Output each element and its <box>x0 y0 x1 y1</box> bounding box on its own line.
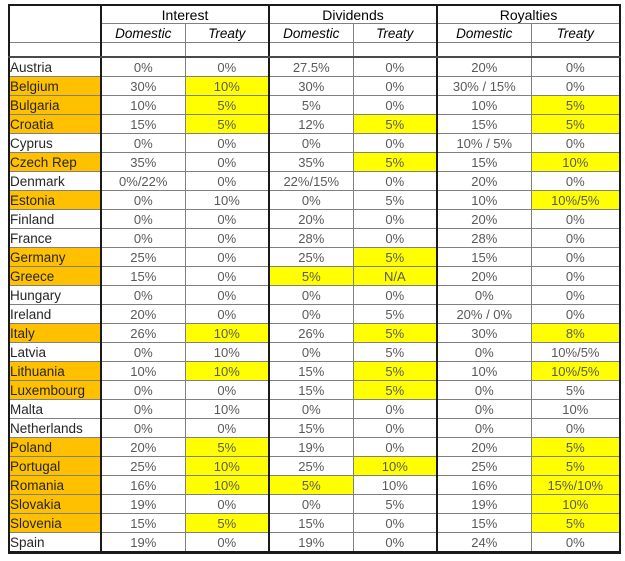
rate-cell: 0% <box>185 153 269 172</box>
table-row <box>9 96 620 115</box>
subheader-royalties-treaty: Treaty <box>531 24 620 43</box>
rate-cell: 0% <box>531 267 620 286</box>
rate-cell: 5% <box>531 96 620 115</box>
rate-cell: 10% <box>353 457 437 476</box>
rate-cell: 24% <box>437 533 531 553</box>
rate-cell: 10% <box>437 191 531 210</box>
rate-cell: 0% <box>531 419 620 438</box>
rate-cell: 35% <box>101 153 185 172</box>
rate-cell: 0% <box>531 286 620 305</box>
rate-cell: 19% <box>269 533 353 553</box>
rate-cell: 5% <box>353 115 437 134</box>
rate-cell: 30% <box>437 324 531 343</box>
rate-cell: 0% <box>269 286 353 305</box>
rate-cell: 0%/22% <box>101 172 185 191</box>
rate-cell: 25% <box>101 457 185 476</box>
rate-cell: 0% <box>185 134 269 153</box>
rate-cell: 10% <box>531 495 620 514</box>
rate-cell: 10% <box>531 153 620 172</box>
rate-cell: 19% <box>269 438 353 457</box>
rate-cell: 0% <box>185 419 269 438</box>
country-cell: Malta <box>9 400 101 419</box>
rate-cell: 8% <box>531 324 620 343</box>
table-stage <box>8 4 621 554</box>
rate-cell: 15% <box>269 362 353 381</box>
rate-cell: 10% <box>185 77 269 96</box>
country-cell: Ireland <box>9 305 101 324</box>
rate-cell: 15% <box>101 514 185 533</box>
rate-cell: 0% <box>185 286 269 305</box>
spacer-cell <box>437 43 531 58</box>
rate-cell: 0% <box>185 172 269 191</box>
rate-cell: 0% <box>353 229 437 248</box>
rate-cell: 10% / 5% <box>437 134 531 153</box>
country-cell: Finland <box>9 210 101 229</box>
table-row <box>9 286 620 305</box>
rate-cell: 0% <box>101 419 185 438</box>
country-cell: Netherlands <box>9 419 101 438</box>
country-cell: Italy <box>9 324 101 343</box>
rate-cell: 0% <box>437 343 531 362</box>
rate-cell: 15% <box>437 514 531 533</box>
rate-cell: 22%/15% <box>269 172 353 191</box>
table-row <box>9 457 620 476</box>
rate-cell: 0% <box>269 305 353 324</box>
rate-cell: 15% <box>269 381 353 400</box>
rate-cell: 5% <box>269 267 353 286</box>
rate-cell: 10% <box>531 400 620 419</box>
rate-cell: 10% <box>185 362 269 381</box>
rate-cell: 0% <box>531 248 620 267</box>
spacer-cell <box>101 43 185 58</box>
table-row <box>9 248 620 267</box>
country-cell: Greece <box>9 267 101 286</box>
group-header-interest: Interest <box>101 5 269 24</box>
rate-cell: 0% <box>353 286 437 305</box>
rate-cell: 20% <box>437 57 531 77</box>
rate-cell: 5% <box>353 381 437 400</box>
rate-cell: 35% <box>269 153 353 172</box>
rate-cell: 5% <box>185 438 269 457</box>
rate-cell: 20% <box>437 438 531 457</box>
spacer-cell <box>185 43 269 58</box>
rate-cell: 10% <box>437 362 531 381</box>
rate-cell: 26% <box>101 324 185 343</box>
table-row <box>9 324 620 343</box>
table-row <box>9 381 620 400</box>
rate-cell: 0% <box>185 305 269 324</box>
rate-cell: 5% <box>531 438 620 457</box>
country-cell: Germany <box>9 248 101 267</box>
rate-cell: 0% <box>101 343 185 362</box>
rate-cell: 10% <box>101 362 185 381</box>
table-row <box>9 77 620 96</box>
rate-cell: 20% <box>269 210 353 229</box>
rate-cell: 5% <box>531 115 620 134</box>
table-row <box>9 57 620 77</box>
rate-cell: 12% <box>269 115 353 134</box>
rate-cell: 0% <box>531 210 620 229</box>
country-cell: Hungary <box>9 286 101 305</box>
country-cell: Luxembourg <box>9 381 101 400</box>
rate-cell: 10% <box>437 96 531 115</box>
rate-cell: 15% <box>269 419 353 438</box>
rate-cell: 15%/10% <box>531 476 620 495</box>
rate-cell: 0% <box>269 343 353 362</box>
spacer-cell <box>9 43 101 58</box>
rate-cell: 0% <box>185 248 269 267</box>
spacer-row <box>9 43 620 58</box>
rate-cell: 20% / 0% <box>437 305 531 324</box>
rate-cell: 27.5% <box>269 57 353 77</box>
rate-cell: 10% <box>101 96 185 115</box>
country-cell: Cyprus <box>9 134 101 153</box>
table-row <box>9 134 620 153</box>
subheader-interest-domestic: Domestic <box>101 24 185 43</box>
rate-cell: 0% <box>437 381 531 400</box>
withholding-tax-table <box>8 4 621 554</box>
rate-cell: 5% <box>353 324 437 343</box>
spacer-cell <box>353 43 437 58</box>
rate-cell: 10% <box>185 457 269 476</box>
country-cell: Poland <box>9 438 101 457</box>
spacer-cell <box>269 43 353 58</box>
rate-cell: 5% <box>185 115 269 134</box>
rate-cell: 20% <box>101 305 185 324</box>
rate-cell: 16% <box>101 476 185 495</box>
rate-cell: 15% <box>437 248 531 267</box>
rate-cell: 10% <box>353 476 437 495</box>
rate-cell: 0% <box>531 305 620 324</box>
rate-cell: 5% <box>353 191 437 210</box>
rate-cell: 0% <box>437 400 531 419</box>
rate-cell: 25% <box>101 248 185 267</box>
country-cell: Austria <box>9 57 101 77</box>
rate-cell: 0% <box>101 400 185 419</box>
rate-cell: 0% <box>531 172 620 191</box>
rate-cell: 20% <box>437 172 531 191</box>
rate-cell: 25% <box>437 457 531 476</box>
table-row <box>9 210 620 229</box>
country-cell: Latvia <box>9 343 101 362</box>
rate-cell: 19% <box>437 495 531 514</box>
rate-cell: 0% <box>101 134 185 153</box>
table-body <box>9 57 620 553</box>
rate-cell: 28% <box>269 229 353 248</box>
country-cell: Lithuania <box>9 362 101 381</box>
rate-cell: 0% <box>269 495 353 514</box>
group-header-royalties: Royalties <box>437 5 620 24</box>
country-cell: France <box>9 229 101 248</box>
table-row <box>9 400 620 419</box>
rate-cell: 0% <box>101 210 185 229</box>
group-header-row <box>9 5 620 24</box>
rate-cell: 0% <box>353 400 437 419</box>
country-cell: Slovenia <box>9 514 101 533</box>
country-cell: Portugal <box>9 457 101 476</box>
subheader-interest-treaty: Treaty <box>185 24 269 43</box>
country-cell: Belgium <box>9 77 101 96</box>
rate-cell: 19% <box>101 495 185 514</box>
rate-cell: 0% <box>531 229 620 248</box>
rate-cell: 0% <box>269 191 353 210</box>
rate-cell: 5% <box>185 514 269 533</box>
rate-cell: 20% <box>437 210 531 229</box>
subheader-dividends-treaty: Treaty <box>353 24 437 43</box>
rate-cell: 0% <box>531 57 620 77</box>
rate-cell: 0% <box>185 210 269 229</box>
rate-cell: 10%/5% <box>531 343 620 362</box>
rate-cell: 0% <box>353 210 437 229</box>
table-row <box>9 514 620 533</box>
table-row <box>9 153 620 172</box>
rate-cell: 0% <box>101 229 185 248</box>
rate-cell: 0% <box>531 533 620 553</box>
rate-cell: 0% <box>437 419 531 438</box>
country-cell: Spain <box>9 533 101 553</box>
rate-cell: 0% <box>353 57 437 77</box>
rate-cell: 15% <box>437 153 531 172</box>
rate-cell: 30% / 15% <box>437 77 531 96</box>
rate-cell: 5% <box>531 457 620 476</box>
rate-cell: 10% <box>185 343 269 362</box>
rate-cell: 0% <box>531 77 620 96</box>
table-row <box>9 533 620 553</box>
rate-cell: 30% <box>269 77 353 96</box>
rate-cell: 0% <box>353 96 437 115</box>
table-row <box>9 362 620 381</box>
rate-cell: 5% <box>269 96 353 115</box>
rate-cell: 0% <box>185 229 269 248</box>
table-row <box>9 172 620 191</box>
rate-cell: 0% <box>101 191 185 210</box>
country-cell: Romania <box>9 476 101 495</box>
rate-cell: 0% <box>185 533 269 553</box>
rate-cell: 5% <box>531 381 620 400</box>
rate-cell: 0% <box>353 172 437 191</box>
rate-cell: 15% <box>101 115 185 134</box>
rate-cell: 25% <box>269 248 353 267</box>
rate-cell: 10% <box>185 324 269 343</box>
rate-cell: 0% <box>353 438 437 457</box>
subheader-royalties-domestic: Domestic <box>437 24 531 43</box>
rate-cell: 0% <box>353 77 437 96</box>
corner-cell <box>9 5 101 43</box>
rate-cell: 16% <box>437 476 531 495</box>
rate-cell: 5% <box>353 362 437 381</box>
rate-cell: 5% <box>353 153 437 172</box>
rate-cell: 10% <box>185 191 269 210</box>
rate-cell: 15% <box>269 514 353 533</box>
group-header-dividends: Dividends <box>269 5 437 24</box>
rate-cell: 0% <box>185 57 269 77</box>
rate-cell: 5% <box>185 96 269 115</box>
rate-cell: 15% <box>437 115 531 134</box>
rate-cell: 15% <box>101 267 185 286</box>
rate-cell: 0% <box>353 533 437 553</box>
rate-cell: 0% <box>269 400 353 419</box>
rate-cell: 30% <box>101 77 185 96</box>
table-row <box>9 476 620 495</box>
rate-cell: 10%/5% <box>531 191 620 210</box>
table-row <box>9 495 620 514</box>
rate-cell: 0% <box>185 495 269 514</box>
country-cell: Estonia <box>9 191 101 210</box>
rate-cell: 10% <box>185 400 269 419</box>
rate-cell: 28% <box>437 229 531 248</box>
rate-cell: N/A <box>353 267 437 286</box>
rate-cell: 5% <box>353 495 437 514</box>
table-row <box>9 229 620 248</box>
rate-cell: 10% <box>185 476 269 495</box>
rate-cell: 5% <box>353 305 437 324</box>
rate-cell: 5% <box>531 514 620 533</box>
country-cell: Slovakia <box>9 495 101 514</box>
rate-cell: 0% <box>185 381 269 400</box>
country-cell: Czech Rep <box>9 153 101 172</box>
table-row <box>9 343 620 362</box>
table-row <box>9 305 620 324</box>
rate-cell: 20% <box>437 267 531 286</box>
table-row <box>9 438 620 457</box>
rate-cell: 0% <box>353 419 437 438</box>
rate-cell: 0% <box>269 134 353 153</box>
rate-cell: 25% <box>269 457 353 476</box>
rate-cell: 20% <box>101 438 185 457</box>
rate-cell: 0% <box>353 134 437 153</box>
rate-cell: 0% <box>101 57 185 77</box>
rate-cell: 5% <box>269 476 353 495</box>
sub-header-row <box>9 24 620 43</box>
country-cell: Croatia <box>9 115 101 134</box>
rate-cell: 0% <box>185 267 269 286</box>
table-row <box>9 115 620 134</box>
rate-cell: 10%/5% <box>531 362 620 381</box>
rate-cell: 0% <box>437 286 531 305</box>
country-cell: Bulgaria <box>9 96 101 115</box>
rate-cell: 0% <box>353 514 437 533</box>
spacer-cell <box>531 43 620 58</box>
rate-cell: 5% <box>353 248 437 267</box>
rate-cell: 5% <box>353 343 437 362</box>
table-row <box>9 267 620 286</box>
country-cell: Denmark <box>9 172 101 191</box>
rate-cell: 0% <box>101 381 185 400</box>
rate-cell: 19% <box>101 533 185 553</box>
rate-cell: 26% <box>269 324 353 343</box>
rate-cell: 0% <box>531 134 620 153</box>
table-row <box>9 419 620 438</box>
rate-cell: 0% <box>101 286 185 305</box>
table-row <box>9 191 620 210</box>
subheader-dividends-domestic: Domestic <box>269 24 353 43</box>
